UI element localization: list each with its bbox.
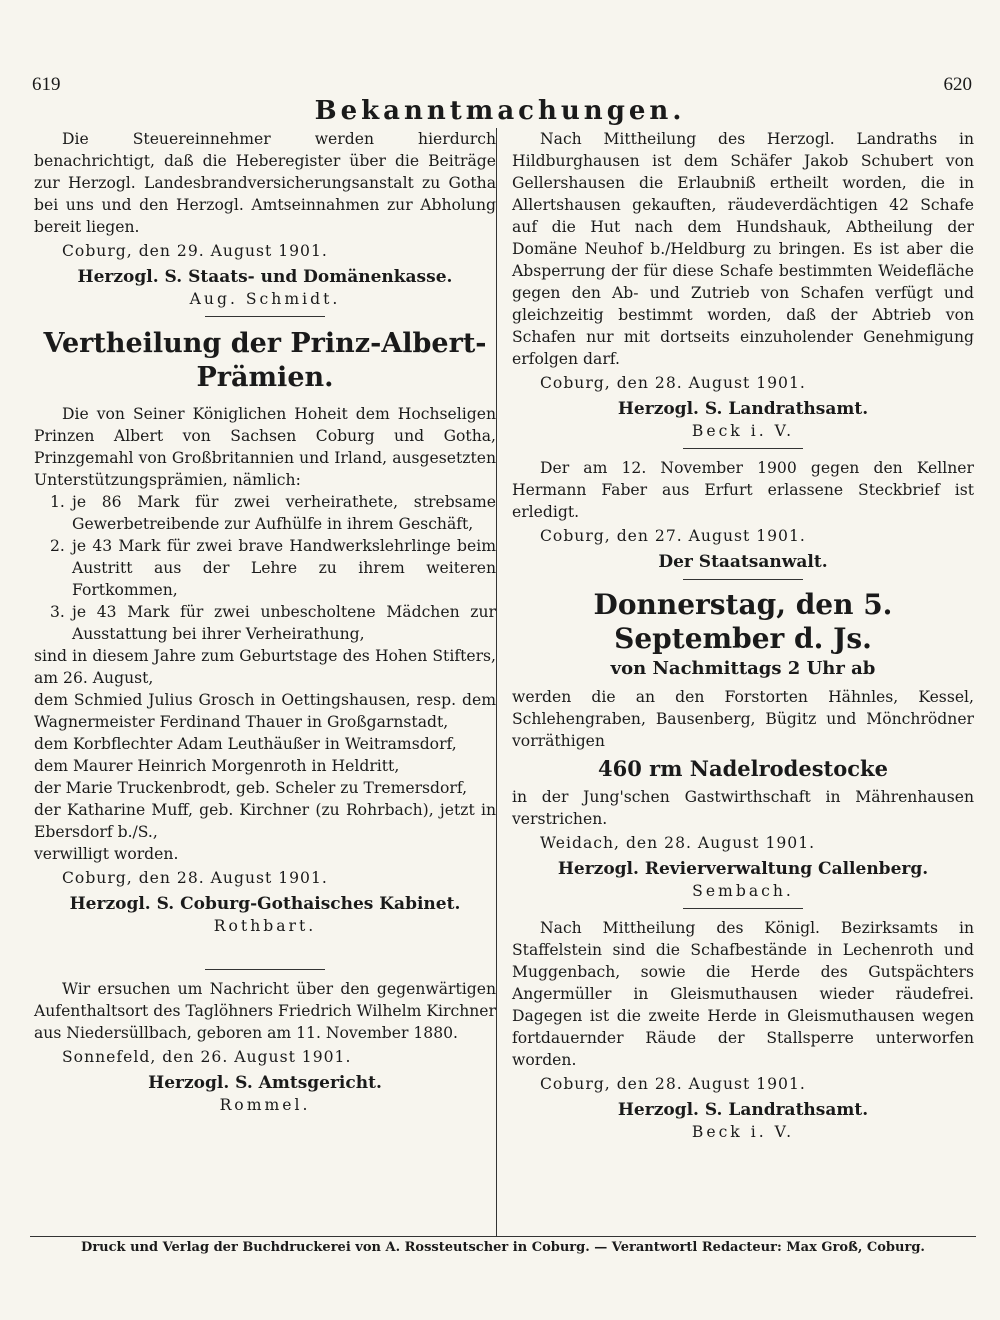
notice-date: Coburg, den 28. August 1901.	[540, 1075, 806, 1093]
notice-prinz-albert-praemien	[34, 327, 496, 937]
notice-signature: Herzogl. S. Coburg-Gothaisches Kabinet.	[69, 894, 461, 914]
left-column	[34, 128, 496, 1116]
notice-signer: Sembach.	[692, 882, 794, 900]
notice-body: Nach Mittheilung des Königl. Bezirksamts in Staffelstein sind die Schafbestände in Lechenroth und Muggenbach, sowie die Herde des Gutspächters Angermüller in Gleismuthausen wieder räudefrei. Dagegen ist die zweite Herde in Gleismuthausen wegen fortdauernder Räude der Stallsperre unterworfen worden.	[512, 919, 974, 1069]
notice-body: Nach Mittheilung des Herzogl. Landraths in Hildburghausen ist dem Schäfer Jakob Schubert von Gellershausen die Erlaubniß ertheilt worden, die in Allertshausen gekauften, räudeverdächtigen 42 Schafe auf die Hut nach dem Hundshauk, Abtheilung der Domäne Neuhof b./Heldburg zu bringen. Es ist aber die Absperrung der für diese Schafe bestimmten Weidefläche gegen den Ab- und Zutrieb von Schafen verfügt und gleichzeitig bestimmt worden, daß der Abtrieb von Schafen nur mit dortseits einzuholender Genehmigung erfolgen darf.	[512, 130, 974, 368]
praemien-list	[34, 491, 496, 645]
notice-body: Der am 12. November 1900 gegen den Kellner Hermann Faber aus Erfurt erlassene Steckbrief ist erledigt.	[512, 459, 974, 521]
notice-kirchner	[34, 978, 496, 1116]
notice-amount: 460 rm Nadelrodestocke	[598, 756, 888, 781]
notice-date: Coburg, den 28. August 1901.	[540, 374, 806, 392]
notice-signer: Rommel.	[219, 1096, 311, 1114]
notice-schafe-hildburghausen	[512, 128, 974, 449]
notice-continuation: sind in diesem Jahre zum Geburtstage des Hohen Stifters, am 26. August,	[34, 647, 496, 687]
notice-holzversteigerung	[512, 588, 974, 909]
separator	[683, 448, 803, 449]
notice-signer: Rothbart.	[213, 917, 317, 935]
notice-heading: Vertheilung der Prinz-Albert-Prämien.	[43, 328, 487, 393]
notice-date: Weidach, den 28. August 1901.	[540, 834, 816, 852]
recipient-line: dem Korbflechter Adam Leuthäußer in Weitramsdorf,	[34, 735, 457, 753]
recipient-line: dem Schmied Julius Grosch in Oettingshausen, resp. dem Wagnermeister Ferdinand Thauer in Großgarnstadt,	[34, 691, 496, 731]
notice-signature: Herzogl. S. Landrathsamt.	[617, 399, 869, 419]
right-column	[512, 128, 974, 1143]
footer-imprint: Druck und Verlag der Buchdruckerei von A. Rossteutscher in Coburg. — Verantwortl Redacteur: Max Groß, Coburg.	[81, 1240, 925, 1255]
notice-date: Sonnefeld, den 26. August 1901.	[62, 1048, 352, 1066]
notice-date: Coburg, den 28. August 1901.	[62, 869, 328, 887]
notice-date: Coburg, den 27. August 1901.	[540, 527, 806, 545]
notice-body: Wir ersuchen um Nachricht über den gegenwärtigen Aufenthaltsort des Taglöhners Friedrich Wilhelm Kirchner aus Niedersüllbach, geboren am 11. November 1880.	[34, 980, 496, 1042]
column-divider	[496, 128, 497, 1236]
list-item: 1. je 86 Mark für zwei verheirathete, strebsame Gewerbetreibende zur Aufhülfe in ihrem Geschäft,	[50, 493, 496, 533]
notice-staffelstein	[512, 917, 974, 1143]
notice-steuereinnehmer	[34, 128, 496, 317]
notice-signature: Der Staatsanwalt.	[658, 552, 828, 572]
list-item: 3. je 43 Mark für zwei unbescholtene Mädchen zur Ausstattung bei ihrer Verheirathung,	[50, 603, 496, 643]
notice-signature: Herzogl. S. Staats- und Domänenkasse.	[77, 267, 453, 287]
notice-signer: Beck i. V.	[691, 1123, 795, 1141]
recipient-line: der Marie Truckenbrodt, geb. Scheler zu Tremersdorf,	[34, 779, 468, 797]
footer-rule	[30, 1236, 976, 1237]
notice-heading: Donnerstag, den 5. September d. Js.	[593, 588, 893, 655]
separator	[205, 969, 325, 970]
notice-signature: Herzogl. S. Landrathsamt.	[617, 1100, 869, 1120]
notice-steckbrief	[512, 457, 974, 580]
separator	[205, 316, 325, 317]
notice-signature: Herzogl. Revierverwaltung Callenberg.	[557, 859, 929, 879]
list-item: 2. je 43 Mark für zwei brave Handwerkslehrlinge beim Austritt aus der Lehre zu ihrem weiteren Fortkommen,	[50, 537, 496, 599]
notice-body: in der Jung'schen Gastwirthschaft in Mährenhausen verstrichen.	[512, 788, 974, 828]
notice-intro: Die von Seiner Königlichen Hoheit dem Hochseligen Prinzen Albert von Sachsen Coburg und Gotha, Prinzgemahl von Großbritannien und Irland, ausgesetzten Unterstützungsprämien, nämlich:	[34, 405, 496, 489]
notice-body: werden die an den Forstorten Hähnles, Kessel, Schlehengraben, Bausenberg, Bügitz und Mönchrödner vorräthigen	[512, 688, 974, 750]
notice-body: Die Steuereinnehmer werden hierdurch benachrichtigt, daß die Heberegister über die Beiträge zur Herzogl. Landesbrandversicherungsanstalt zu Gotha bei uns und den Herzogl. Amtseinnahmen zur Abholung bereit liegen.	[34, 130, 496, 236]
notice-date: Coburg, den 29. August 1901.	[62, 242, 328, 260]
separator	[683, 579, 803, 580]
recipient-line: verwilligt worden.	[34, 845, 179, 863]
notice-signer: Beck i. V.	[691, 422, 795, 440]
notice-subheading: von Nachmittags 2 Uhr ab	[610, 658, 876, 679]
separator	[683, 908, 803, 909]
recipient-line: der Katharine Muff, geb. Kirchner (zu Rohrbach), jetzt in Ebersdorf b./S.,	[34, 801, 496, 841]
notice-signer: Aug. Schmidt.	[189, 290, 341, 308]
page-number-left: 619	[32, 74, 61, 95]
page-title: Bekanntmachungen.	[314, 96, 686, 126]
recipient-line: dem Maurer Heinrich Morgenroth in Heldritt,	[34, 757, 400, 775]
notice-signature: Herzogl. S. Amtsgericht.	[148, 1073, 382, 1093]
page-number-right: 620	[943, 74, 972, 95]
